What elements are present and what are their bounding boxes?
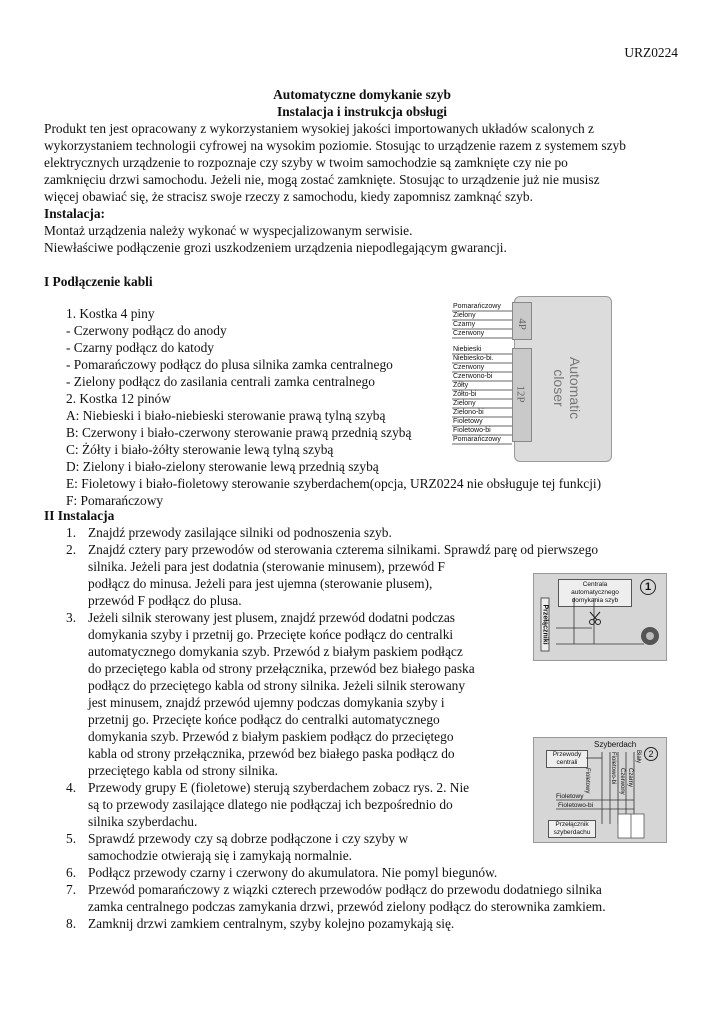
install-line: Montaż urządzenia należy wykonać w wyspecjalizowanym serwisie. [44, 223, 413, 238]
wire-label-4p: Czarny [453, 321, 476, 328]
figure-2-vlabel: Czerwony [619, 768, 625, 795]
figure-1-central-label: Centrala automatycznego domykania szyb [558, 579, 632, 607]
figure-2-vlabel: Fioletowo-bi [610, 752, 616, 785]
step-line: domykania szyb. Przewód z białym paskiem podłącz do przeciętego [88, 729, 454, 744]
cable-line: - Pomarańczowy podłącz do plusa silnika zamka centralnego [66, 357, 393, 372]
step-line: jest minusem, znajdź przewód ujemny podczas domykania szyby i [88, 695, 445, 710]
section-2-heading: II Instalacja [44, 508, 115, 523]
step-line: podłącz do minusa. Jeżeli para jest ujemna (sterowanie plusem), [88, 576, 433, 591]
wire-label-12p: Niebiesko-bi. [453, 355, 494, 362]
wire-label-12p: Fioletowo-bi [453, 427, 491, 434]
step-line: Przewody grupy E (fioletowe) sterują szyberdachem zobacz rys. 2. Nie [88, 780, 470, 795]
step-line: są to przewody zasilające dlatego nie podłączaj ich bezpośrednio do [88, 797, 453, 812]
step-number: 8. [66, 916, 77, 931]
figure-2-title: Szyberdach [594, 740, 637, 749]
wire-lines [450, 296, 620, 466]
figure-1-switch-label: Przełączniki [541, 598, 550, 652]
wire-label-4p: Zielony [453, 312, 476, 319]
cable-line: F: Pomarańczowy [66, 493, 164, 508]
step-number: 2. [66, 542, 77, 557]
figure-2-vlabel: Biały [635, 750, 641, 764]
cable-line: A: Niebieski i biało-niebieski sterowanie prawą tylną szybą [66, 408, 386, 423]
step-number: 4. [66, 780, 77, 795]
cable-line: 2. Kostka 12 pinów [66, 391, 171, 406]
cable-line: D: Zielony i biało-zielony sterowanie lewą przednią szybą [66, 459, 379, 474]
step-line: podłącz do przeciętego kabla od strony silnika. Jeżeli silnik sterowany [88, 678, 466, 693]
cable-line: B: Czerwony i biało-czerwony sterowanie prawą przednią szybą [66, 425, 412, 440]
step-line: automatycznego domykania szyb. Przewód z białym paskiem podłącz [88, 644, 463, 659]
intro-line: Produkt ten jest opracowany z wykorzystaniem wysokiej jakości importowanych układów scalonych z [44, 121, 594, 136]
install-heading: Instalacja: [44, 206, 105, 221]
figure-2-wires-central: Przewody centrali [546, 750, 588, 768]
intro-line: zamknięciu drzwi samochodu. Jeżeli nie, mogą zostać zamknięte. Stosując to urządzenie już nie musisz [44, 172, 600, 187]
wire-label-12p: Zielony [453, 400, 476, 407]
cable-line: - Zielony podłącz do zasilania centrali zamka centralnego [66, 374, 375, 389]
wire-label-12p: Żółto-bi [453, 391, 477, 398]
wire-label-12p: Czerwony [453, 364, 485, 371]
wire-label-12p: Żółty [453, 382, 469, 389]
scissors-icon [590, 612, 601, 625]
figure-2 [533, 737, 667, 843]
device-diagram [450, 296, 620, 466]
intro-line: elektrycznych urządzenie to rozpoznaje czy szyby w twoim samochodzie są zamknięte czy nie po [44, 155, 568, 170]
wire-label-4p: Czerwony [453, 330, 485, 337]
step-line: domykania szyby i przetnij go. Przecięte końce podłącz do centralki [88, 627, 454, 642]
step-line: przetnij go. Przecięte końce podłącz do centralki automatycznego [88, 712, 440, 727]
title-line-2: Instalacja i instrukcja obsługi [276, 104, 447, 119]
connector-4p-label: 4P [515, 318, 528, 330]
figure-2-number: 2 [644, 747, 658, 761]
doc-code: URZ0224 [624, 45, 678, 60]
install-line: Niewłaściwe podłączenie grozi uszkodzeniem urządzenia niepodlegającym gwarancji. [44, 240, 507, 255]
step-line: kabla od strony przełącznika, przewód bez białego paska podłącz do [88, 746, 455, 761]
wire-label-12p: Niebieski [453, 346, 482, 353]
wire-label-12p: Pomarańczowy [453, 436, 501, 443]
connector-12p-label: 12P [514, 385, 527, 403]
step-number: 1. [66, 525, 77, 540]
figure-2-fiol-label: Fioletowy [556, 793, 584, 800]
wire-label-12p: Czerwono-bi [453, 373, 493, 380]
step-line: samochodzie otwierają się i zamykają normalnie. [88, 848, 352, 863]
figure-2-fiol-bi-label: Fioletowo-bi [558, 802, 594, 809]
step-line: Przewód pomarańczowy z wiązki czterech przewodów podłącz do przewodu dodatniego silnika [88, 882, 602, 897]
figure-1-number: 1 [640, 579, 656, 595]
step-number: 3. [66, 610, 77, 625]
step-line: do przeciętego kabla od strony przełącznika, przewód bez białego paska [88, 661, 475, 676]
figure-2-wiring [534, 738, 666, 842]
intro-line: więcej obawiać się, że stracisz swoje rzeczy z samochodu, kiedy zapomnisz zamknąć szyb. [44, 189, 533, 204]
step-line: Sprawdź przewody czy są dobrze podłączone i czy szyby w [88, 831, 409, 846]
step-number: 6. [66, 865, 77, 880]
step-line: Znajdź cztery pary przewodów od sterowania czterema silnikami. Sprawdź parę od pierwszego [88, 542, 599, 557]
device-name: Automatic closer [551, 356, 583, 420]
step-line: Jeżeli silnik sterowany jest plusem, znajdź przewód dodatni podczas [88, 610, 456, 625]
step-number: 7. [66, 882, 77, 897]
wire-label-12p: Zielono-bi [453, 409, 484, 416]
step-line: przewód F podłącz do plusa. [88, 593, 242, 608]
wire-label-4p: Pomarańczowy [453, 303, 501, 310]
step-line: Zamknij drzwi zamkiem centralnym, szyby kolejno pozamykają się. [88, 916, 455, 931]
title-line-1: Automatyczne domykanie szyb [273, 87, 451, 102]
step-line: silnika szyberdachu. [88, 814, 198, 829]
step-line: silnika. Jeżeli para jest dodatnia (sterowanie minusem), przewód F [88, 559, 445, 574]
step-line: przeciętego kabla od strony silnika. [88, 763, 279, 778]
figure-2-vlabel: Czarny [627, 768, 633, 788]
figure-2-vlabel: Fioletowy [584, 768, 590, 794]
step-line: zamka centralnego podczas zamykania drzwi, przewód zielony podłącz do sterownika zamkiem. [88, 899, 606, 914]
intro-line: wykorzystaniem technologii cyfrowej na wysokim poziomie. Stosując to urządzenie razem z systemem szyb [44, 138, 626, 153]
cable-line: - Czarny podłącz do katody [66, 340, 214, 355]
section-1-heading: I Podłączenie kabli [44, 274, 153, 289]
cable-line: 1. Kostka 4 piny [66, 306, 155, 321]
wire-label-12p: Fioletowy [453, 418, 483, 425]
step-number: 5. [66, 831, 77, 846]
cable-line: - Czerwony podłącz do anody [66, 323, 227, 338]
figure-1-wiring [534, 574, 666, 660]
step-line: Znajdź przewody zasilające silniki od podnoszenia szyb. [88, 525, 392, 540]
figure-2-sunroof-switch: Przełącznik szyberdachu [548, 820, 596, 838]
cable-line: E: Fioletowy i biało-fioletowy sterowanie szyberdachem(opcja, URZ0224 nie obsługuje tej funkcji) [66, 476, 602, 491]
cable-line: C: Żółty i biało-żółty sterowanie lewą tylną szybą [66, 442, 334, 457]
step-line: Podłącz przewody czarny i czerwony do akumulatora. Nie pomyl biegunów. [88, 865, 498, 880]
figure-1 [533, 573, 667, 661]
